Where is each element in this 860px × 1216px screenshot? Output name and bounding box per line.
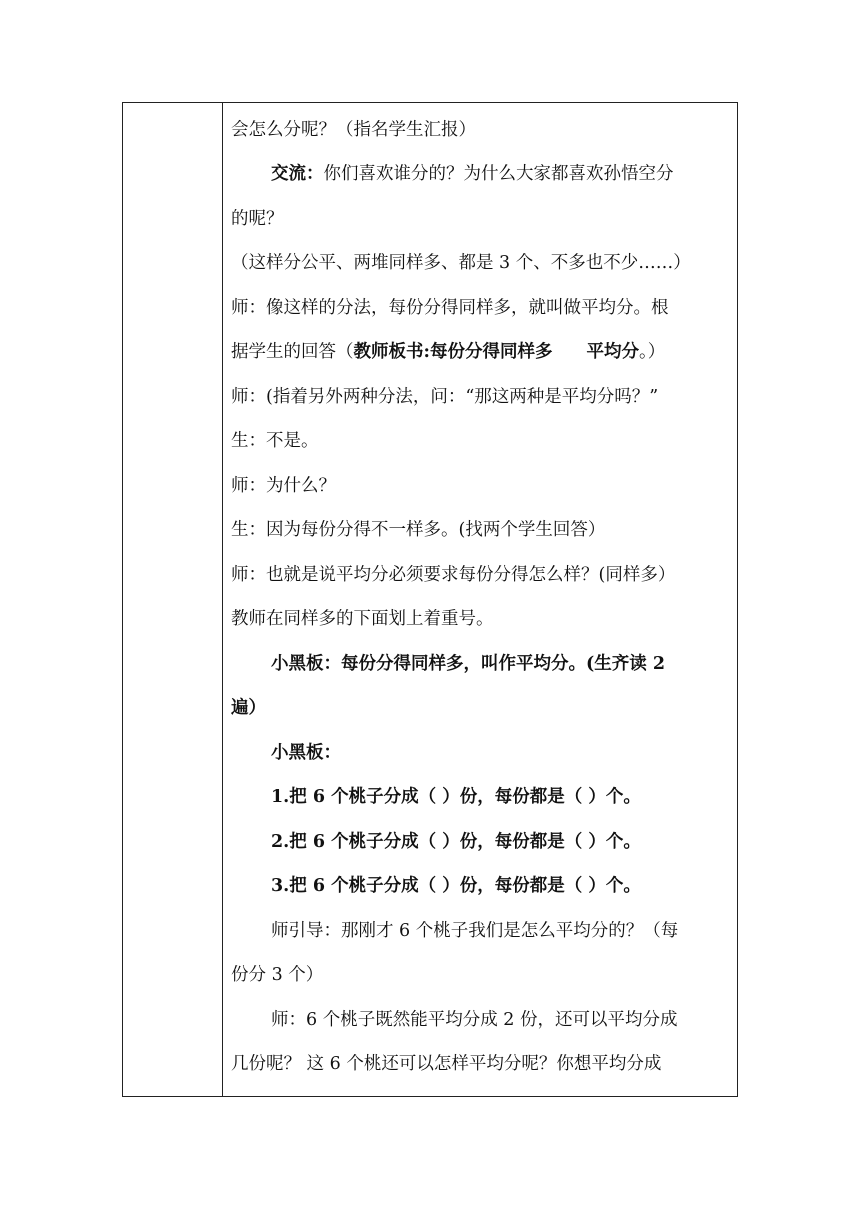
text-line: 小黑板： bbox=[271, 743, 341, 763]
text-line: 生：不是。 bbox=[231, 431, 319, 451]
text-line: 会怎么分呢？（指名学生汇报） bbox=[231, 120, 476, 140]
bold-label: 交流： bbox=[271, 164, 324, 184]
text-line: 据学生的回答（教师板书:每份分得同样多 平均分。） bbox=[231, 342, 666, 362]
text-line: 师：(指着另外两种分法，问：“那这两种是平均分吗？” bbox=[231, 387, 659, 407]
text-line: 份分 3 个） bbox=[231, 965, 324, 985]
text-line: （这样分公平、两堆同样多、都是 3 个、不多也不少……） bbox=[231, 253, 691, 273]
text-line: 教师在同样多的下面划上着重号。 bbox=[231, 609, 494, 629]
text-line: 师：像这样的分法，每份分得同样多，就叫做平均分。根 bbox=[231, 298, 669, 318]
text-line: 遍） bbox=[231, 698, 266, 718]
exercise-line: 1.把 6 个桃子分成（ ）份，每份都是（ ）个。 bbox=[271, 787, 641, 807]
board-writing: 平均分 bbox=[586, 342, 639, 362]
text-line: 师：为什么？ bbox=[231, 476, 336, 496]
text-line: 的呢？ bbox=[231, 209, 284, 229]
text-line: 师：6 个桃子既然能平均分成 2 份，还可以平均分成 bbox=[271, 1010, 678, 1030]
text-line: 师引导：那刚才 6 个桃子我们是怎么平均分的？（每 bbox=[271, 921, 679, 941]
text-line: 生：因为每份分得不一样多。(找两个学生回答） bbox=[231, 520, 606, 540]
right-content-cell bbox=[231, 103, 729, 1096]
text-line: 小黑板：每份分得同样多，叫作平均分。(生齐读 2 bbox=[271, 654, 666, 674]
column-divider bbox=[222, 103, 223, 1096]
lesson-table bbox=[122, 102, 738, 1097]
exercise-line: 2.把 6 个桃子分成（ ）份，每份都是（ ）个。 bbox=[271, 832, 641, 852]
text-line: 交流：你们喜欢谁分的？为什么大家都喜欢孙悟空分 bbox=[271, 164, 674, 184]
text-line: 师：也就是说平均分必须要求每份分得怎么样？(同样多） bbox=[231, 565, 676, 585]
exercise-line: 3.把 6 个桃子分成（ ）份，每份都是（ ）个。 bbox=[271, 876, 641, 896]
text-line: 几份呢？ 这 6 个桃还可以怎样平均分呢？你想平均分成 bbox=[231, 1054, 662, 1074]
board-writing: 教师板书:每份分得同样多 bbox=[353, 342, 553, 362]
